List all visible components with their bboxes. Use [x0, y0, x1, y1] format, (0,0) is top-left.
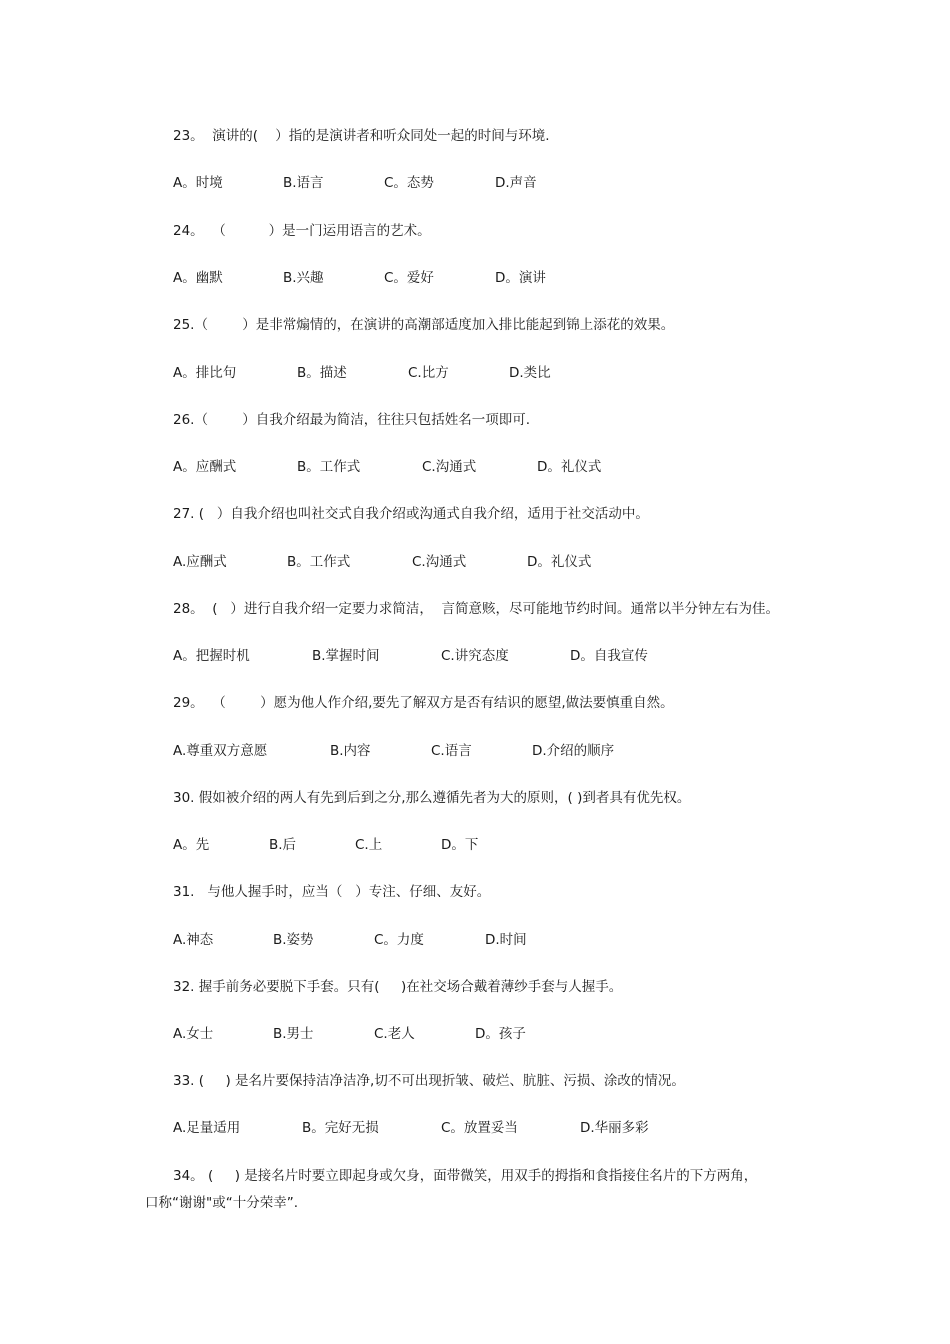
option-c: C。放置妥当	[441, 1120, 518, 1136]
option-a: A.足量适用	[173, 1120, 241, 1136]
question-34: 34。 ( ) 是接名片时要立即起身或欠身，面带微笑，用双手的拇指和食指接住名片的下方两角，	[173, 1168, 758, 1184]
option-b: B。工作式	[287, 554, 351, 570]
option-d: D.介绍的顺序	[532, 743, 615, 759]
option-c: C.语言	[431, 743, 472, 759]
option-b: B.内容	[330, 743, 371, 759]
option-b: B.姿势	[273, 932, 314, 948]
question-25: 25.（ ）是非常煽情的，在演讲的高潮部适度加入排比能起到锦上添花的效果。	[173, 317, 675, 333]
option-d: D。孩子	[475, 1026, 526, 1042]
option-a: A。先	[173, 837, 210, 853]
option-a: A.应酬式	[173, 554, 227, 570]
option-a: A。时境	[173, 175, 223, 191]
question-23: 23。 演讲的( ）指的是演讲者和听众同处一起的时间与环境.	[173, 128, 550, 144]
question-27: 27. ( ）自我介绍也叫社交式自我介绍或沟通式自我介绍，适用于社交活动中。	[173, 506, 649, 522]
option-b: B.语言	[283, 175, 324, 191]
option-c: C.老人	[374, 1026, 415, 1042]
option-c: C.比方	[408, 365, 449, 381]
option-c: C。爱好	[384, 270, 434, 286]
option-c: C.讲究态度	[441, 648, 509, 664]
option-a: A。把握时机	[173, 648, 250, 664]
option-c: C.上	[355, 837, 383, 853]
question-28: 28。 ( ）进行自我介绍一定要力求简洁， 言简意赅，尽可能地节约时间。通常以半分钟左右为佳。	[173, 601, 779, 617]
option-d: D。礼仪式	[527, 554, 592, 570]
option-d: D。礼仪式	[537, 459, 602, 475]
question-26: 26.（ ）自我介绍最为简洁，往往只包括姓名一项即可.	[173, 412, 531, 428]
option-d: D.时间	[485, 932, 527, 948]
option-a: A.尊重双方意愿	[173, 743, 268, 759]
option-b: B。完好无损	[302, 1120, 379, 1136]
option-b: B.兴趣	[283, 270, 324, 286]
question-29: 29。 （ ）愿为他人作介绍,要先了解双方是否有结识的愿望,做法要慎重自然。	[173, 695, 674, 711]
option-c: C.沟通式	[412, 554, 467, 570]
option-d: D。下	[441, 837, 479, 853]
option-a: A.神态	[173, 932, 214, 948]
question-33: 33. ( ) 是名片要保持洁净洁净,切不可出现折皱、破烂、肮脏、污损、涂改的情况。	[173, 1073, 685, 1089]
option-c: C。态势	[384, 175, 434, 191]
option-d: D.声音	[495, 175, 537, 191]
question-34-continuation: 口称“谢谢"或“十分荣幸”.	[145, 1195, 298, 1211]
option-d: D。演讲	[495, 270, 546, 286]
option-a: A。幽默	[173, 270, 223, 286]
question-31: 31. 与他人握手时，应当（ ）专注、仔细、友好。	[173, 884, 491, 900]
option-c: C.沟通式	[422, 459, 477, 475]
option-b: B。描述	[297, 365, 347, 381]
question-32: 32. 握手前务必要脱下手套。只有( )在社交场合戴着薄纱手套与人握手。	[173, 979, 623, 995]
option-a: A。排比句	[173, 365, 237, 381]
option-d: D。自我宣传	[570, 648, 648, 664]
option-b: B.后	[269, 837, 297, 853]
option-b: B。工作式	[297, 459, 361, 475]
option-b: B.掌握时间	[312, 648, 380, 664]
option-b: B.男士	[273, 1026, 314, 1042]
option-d: D.华丽多彩	[580, 1120, 649, 1136]
option-a: A.女士	[173, 1026, 214, 1042]
option-d: D.类比	[509, 365, 551, 381]
option-c: C。力度	[374, 932, 424, 948]
option-a: A。应酬式	[173, 459, 237, 475]
question-24: 24。 （ ）是一门运用语言的艺术。	[173, 223, 431, 239]
question-30: 30. 假如被介绍的两人有先到后到之分,那么遵循先者为大的原则，( )到者具有优先权。	[173, 790, 691, 806]
